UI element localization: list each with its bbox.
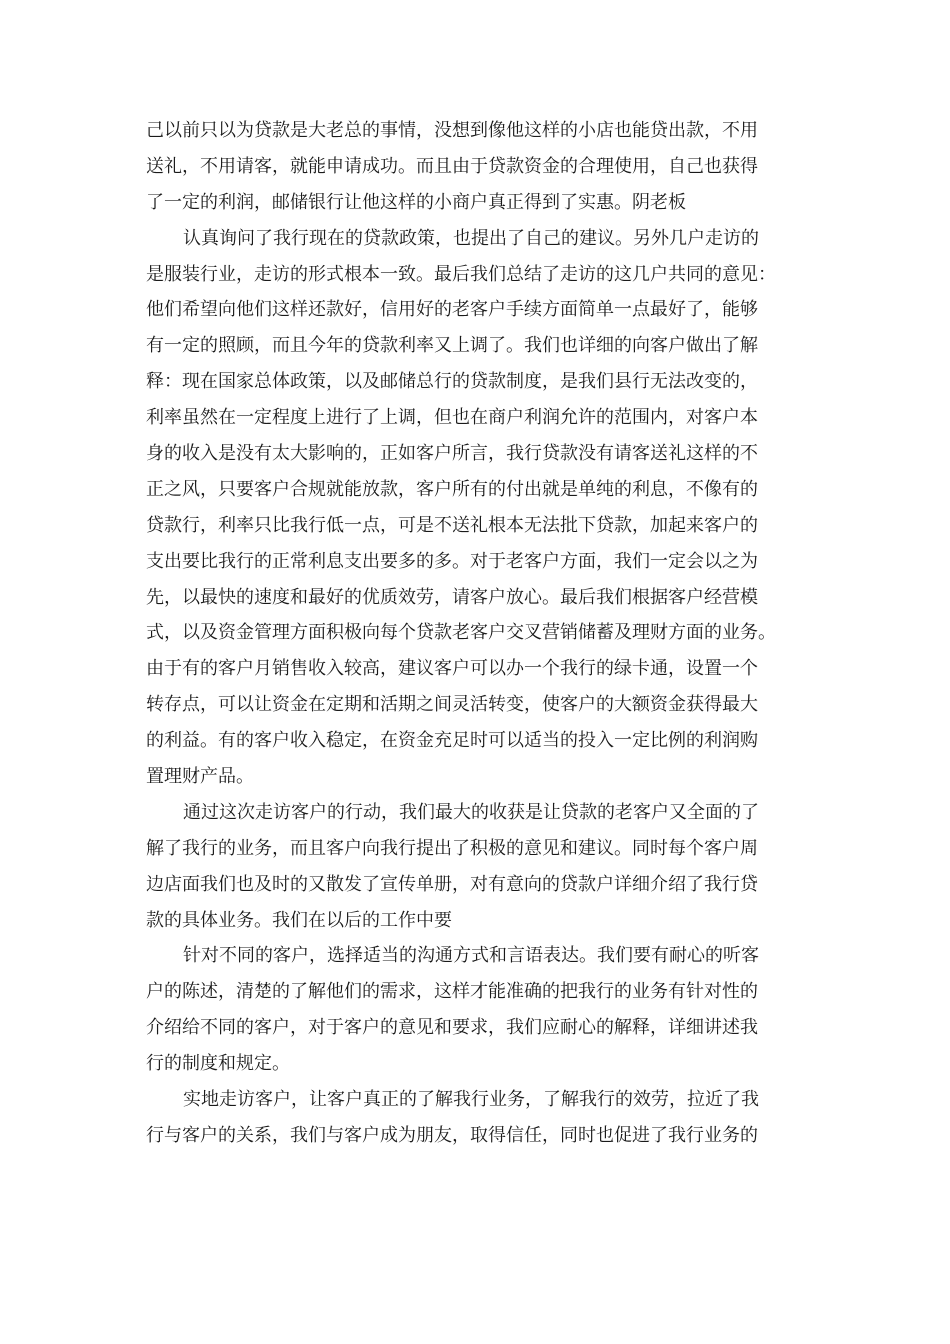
text-line: 是服装行业，走访的形式根本一致。最后我们总结了走访的这几户共同的意见： (146, 263, 776, 285)
text-line: 有一定的照顾，而且今年的贷款利率又上调了。我们也详细的向客户做出了解 (146, 335, 758, 357)
text-line: 通过这次走访客户的行动，我们最大的收获是让贷款的老客户又全面的了 (183, 801, 759, 823)
text-line: 转存点，可以让资金在定期和活期之间灵活转变，使客户的大额资金获得最大 (146, 694, 758, 716)
text-line: 送礼，不用请客，就能申请成功。而且由于贷款资金的合理使用，自己也获得 (146, 155, 758, 177)
text-line: 行与客户的关系，我们与客户成为朋友，取得信任，同时也促进了我行业务的 (146, 1124, 758, 1146)
text-line: 行的制度和规定。 (146, 1053, 290, 1075)
paragraph (146, 221, 806, 795)
text-line: 户的陈述，清楚的了解他们的需求，这样才能准确的把我行的业务有针对性的 (146, 981, 758, 1003)
text-line: 利率虽然在一定程度上进行了上调，但也在商户利润允许的范围内，对客户本 (146, 407, 758, 429)
paragraph (146, 113, 806, 221)
text-line: 针对不同的客户，选择适当的沟通方式和言语表达。我们要有耐心的听客 (183, 945, 759, 967)
text-line: 他们希望向他们这样还款好，信用好的老客户手续方面简单一点最好了，能够 (146, 299, 758, 321)
paragraph (146, 1082, 806, 1154)
text-line: 正之风，只要客户合规就能放款，客户所有的付出就是单纯的利息，不像有的 (146, 478, 758, 500)
paragraph (146, 795, 806, 939)
text-line: 介绍给不同的客户，对于客户的意见和要求，我们应耐心的解释，详细讲述我 (146, 1017, 758, 1039)
text-line: 解了我行的业务，而且客户向我行提出了积极的意见和建议。同时每个客户周 (146, 837, 758, 859)
text-line: 己以前只以为贷款是大老总的事情，没想到像他这样的小店也能贷出款，不用 (146, 120, 758, 141)
text-line: 认真询问了我行现在的贷款政策，也提出了自己的建议。另外几户走访的 (183, 227, 759, 249)
text-line: 由于有的客户月销售收入较高，建议客户可以办一个我行的绿卡通，设置一个 (146, 658, 758, 680)
text-line: 置理财产品。 (146, 766, 254, 788)
text-line: 实地走访客户，让客户真正的了解我行业务，了解我行的效劳，拉近了我 (183, 1089, 759, 1111)
text-line: 贷款行，利率只比我行低一点，可是不送礼根本无法批下贷款，加起来客户的 (146, 514, 758, 536)
text-line: 的利益。有的客户收入稳定，在资金充足时可以适当的投入一定比例的利润购 (146, 730, 758, 752)
text-line: 释：现在国家总体政策，以及邮储总行的贷款制度，是我们县行无法改变的， (146, 371, 758, 393)
text-line: 了一定的利润，邮储银行让他这样的小商户真正得到了实惠。阴老板 (146, 191, 686, 213)
text-line: 身的收入是没有太大影响的，正如客户所言，我行贷款没有请客送礼这样的不 (146, 443, 758, 465)
text-line: 式，以及资金管理方面积极向每个贷款老客户交叉营销储蓄及理财方面的业务。 (146, 622, 776, 644)
text-line: 款的具体业务。我们在以后的工作中要 (146, 909, 452, 931)
text-line: 边店面我们也及时的又散发了宣传单册，对有意向的贷款户详细介绍了我行贷 (146, 873, 758, 895)
document-body (146, 113, 806, 1154)
text-line: 先，以最快的速度和最好的优质效劳，请客户放心。最后我们根据客户经营模 (146, 586, 758, 608)
text-line: 支出要比我行的正常利息支出要多的多。对于老客户方面，我们一定会以之为 (146, 550, 758, 572)
paragraph (146, 938, 806, 1082)
